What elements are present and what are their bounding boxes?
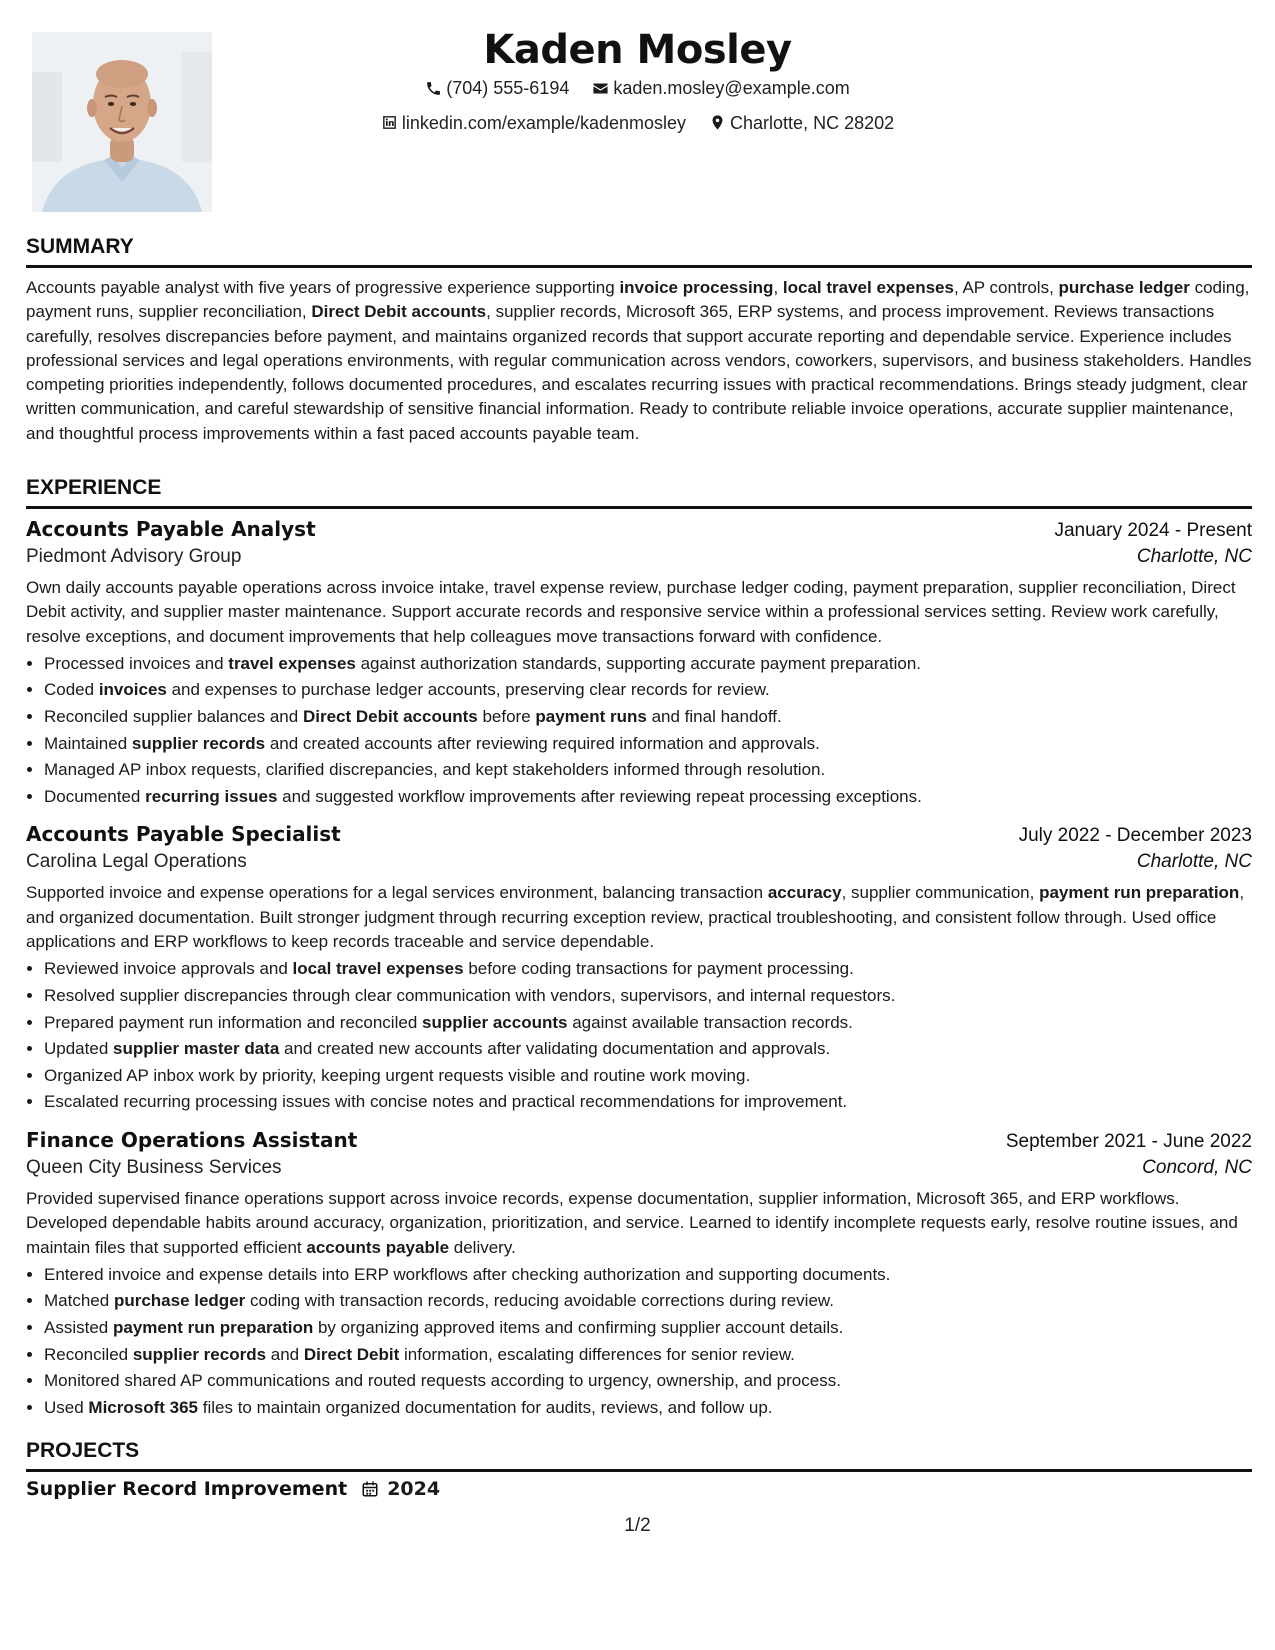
bold-keyword: Direct Debit accounts — [302, 707, 478, 727]
text-run: before — [477, 707, 536, 727]
bold-keyword: payment runs — [535, 707, 647, 727]
text-run: Reviewed invoice approvals and — [44, 959, 293, 979]
linkedin-text: linkedin.com/example/kadenmosley — [401, 112, 687, 133]
map-pin-icon — [709, 114, 726, 131]
text-run: Assisted — [44, 1317, 113, 1337]
phone-icon — [425, 80, 442, 97]
text-run: Entered invoice and expense details into ERP workflows after checking authorization and supporting documents. — [44, 1264, 891, 1284]
text-run: Own daily accounts payable operations across invoice intake, travel expense review, purchase ledger coding, payment preparation, supplier reconciliation, Direct Debit activity, and supplier master maintenance. Support accurate records and responsive service within a professional services setting. Review work carefully, resolve exceptions, and document improvements that help colleagues move transactions forward with confidence. — [26, 578, 1236, 646]
bullet-item — [44, 1036, 1252, 1063]
text-run: and created new accounts after validating documentation and approvals. — [279, 1039, 831, 1059]
job-dates: July 2022 - December 2023 — [1018, 825, 1252, 847]
job-company-row — [26, 851, 1252, 873]
job-bullets — [26, 1262, 1252, 1422]
job-location: Charlotte, NC — [1136, 851, 1252, 873]
project-title: Supplier Record Improvement — [26, 1478, 348, 1500]
text-run: Resolved supplier discrepancies through clear communication with vendors, supervisors, and internal requestors. — [44, 985, 896, 1005]
text-run: , supplier communication, — [841, 883, 1040, 903]
bold-keyword: accuracy — [767, 883, 842, 903]
bold-keyword: invoices — [98, 680, 167, 700]
job-entry — [26, 1128, 1252, 1421]
text-run: , supplier records, Microsoft 365, ERP systems, and process improvement. Reviews transactions carefully, resolves discrepancies before payment, and maintains organized records that support accurate reporting and dependable service. Experience includes professional services and legal operations environments, with regular communication across vendors, coworkers, supervisors, and business stakeholders. Handles competing priorities independently, follows documented procedures, and escalates recurring issues with practical recommendations. Brings steady judgment, clear written communication, and careful stewardship of sensitive financial information. Ready to contribute reliable invoice operations, accurate supplier maintenance, and thoughtful process improvements within a fast paced accounts payable team. — [26, 302, 1252, 443]
contact-line-1 — [0, 72, 1275, 107]
section-title: SUMMARY — [26, 234, 1252, 268]
job-entry — [26, 822, 1252, 1115]
bold-keyword: supplier records — [131, 733, 266, 753]
bullet-item — [44, 1089, 1252, 1116]
job-entry — [26, 517, 1252, 810]
bold-keyword: supplier accounts — [422, 1012, 568, 1032]
email-contact[interactable] — [592, 72, 849, 104]
bullet-item — [44, 1315, 1252, 1342]
text-run: against authorization standards, supporting accurate payment preparation. — [355, 653, 922, 673]
bullet-item — [44, 1342, 1252, 1369]
text-run: and expenses to purchase ledger accounts, preserving clear records for review. — [166, 680, 770, 700]
bullet-item — [44, 1395, 1252, 1422]
bold-keyword: supplier records — [132, 1344, 267, 1364]
text-run: Provided supervised finance operations support across invoice records, expense documentation, supplier information, Microsoft 365, and ERP workflows. Developed dependable habits around accuracy, organization, prioritization, and service. Learned to identify incomplete requests early, resolve routine issues, and maintain files that supported efficient — [26, 1188, 1238, 1257]
job-location: Concord, NC — [1142, 1156, 1252, 1178]
job-bullets — [26, 651, 1252, 811]
envelope-icon — [592, 80, 609, 97]
text-run: Organized AP inbox work by priority, keeping urgent requests visible and routine work moving. — [44, 1065, 751, 1085]
phone-contact[interactable] — [425, 72, 569, 104]
job-title: Finance Operations Assistant — [26, 1127, 358, 1152]
text-run: Escalated recurring processing issues with concise notes and practical recommendations for improvement. — [44, 1092, 848, 1112]
bullet-item — [44, 677, 1252, 704]
text-run: against available transaction records. — [567, 1012, 853, 1032]
text-run: Reconciled — [44, 1344, 133, 1364]
section-title: EXPERIENCE — [26, 475, 1252, 509]
bold-keyword: local travel expenses — [782, 278, 954, 297]
linkedin-contact[interactable] — [381, 107, 686, 139]
bullet-item — [44, 1063, 1252, 1090]
job-company-row — [26, 1157, 1252, 1179]
bold-keyword: invoice processing — [619, 278, 774, 297]
job-title-row — [26, 517, 1252, 542]
text-run: Reconciled supplier balances and — [44, 707, 303, 727]
text-run: information, escalating differences for senior review. — [399, 1344, 795, 1364]
job-description — [26, 576, 1252, 649]
bullet-item — [44, 757, 1252, 784]
section-title: PROJECTS — [26, 1438, 1252, 1472]
text-run: , AP controls, — [953, 278, 1059, 297]
bold-keyword: Direct Debit accounts — [311, 302, 487, 322]
location-text: Charlotte, NC 28202 — [730, 112, 895, 133]
text-run: coding, payment runs, supplier reconciliation, — [26, 278, 1250, 322]
contact-line-2 — [0, 107, 1275, 142]
text-run: coding with transaction records, reducing avoidable corrections during review. — [245, 1291, 834, 1311]
bold-keyword: payment run preparation — [1039, 883, 1240, 903]
text-run: Accounts payable analyst with five years of progressive experience supporting — [26, 278, 620, 297]
job-location: Charlotte, NC — [1136, 546, 1252, 567]
summary-text — [26, 276, 1252, 446]
text-run: Updated — [44, 1039, 113, 1059]
bullet-item — [44, 1262, 1252, 1289]
bullet-item — [44, 1288, 1252, 1315]
text-run: by organizing approved items and confirming supplier account details. — [313, 1317, 844, 1337]
bold-keyword: accounts payable — [306, 1237, 450, 1257]
linkedin-icon — [381, 114, 398, 131]
phone-text: (704) 555-6194 — [446, 78, 570, 98]
summary-section — [26, 234, 1252, 446]
job-dates: September 2021 - June 2022 — [1005, 1130, 1252, 1152]
job-dates: January 2024 - Present — [1054, 520, 1252, 541]
bullet-item — [44, 1010, 1252, 1037]
text-run: Matched — [44, 1291, 114, 1311]
bold-keyword: Microsoft 365 — [88, 1397, 199, 1417]
text-run: Managed AP inbox requests, clarified discrepancies, and kept stakeholders informed through resolution. — [44, 760, 826, 780]
company-name: Piedmont Advisory Group — [26, 546, 242, 567]
bullet-item — [44, 1368, 1252, 1395]
job-title: Accounts Payable Analyst — [26, 517, 316, 541]
text-run: , — [773, 278, 783, 297]
bullet-item — [44, 704, 1252, 731]
projects-section — [26, 1438, 1252, 1500]
bold-keyword: payment run preparation — [112, 1317, 314, 1337]
company-name: Queen City Business Services — [26, 1156, 282, 1178]
experience-section — [26, 475, 1252, 1421]
text-run: Processed invoices and — [44, 653, 229, 673]
job-bullets — [26, 956, 1252, 1116]
bold-keyword: local travel expenses — [292, 959, 464, 979]
job-title-row — [26, 1128, 1252, 1153]
bold-keyword: supplier master data — [113, 1039, 280, 1059]
text-run: Prepared payment run information and reconciled — [44, 1012, 422, 1032]
resume-header — [0, 24, 1275, 141]
bold-keyword: Direct Debit — [303, 1344, 400, 1364]
bullet-item — [44, 651, 1252, 678]
bullet-item — [44, 784, 1252, 811]
job-list — [26, 517, 1252, 1421]
bold-keyword: travel expenses — [228, 653, 356, 673]
text-run: Supported invoice and expense operations for a legal services environment, balancing transaction — [26, 883, 768, 903]
job-description — [26, 881, 1252, 954]
job-company-row — [26, 546, 1252, 568]
text-run: Coded — [44, 680, 99, 700]
calendar-icon — [361, 1480, 379, 1498]
location-contact — [709, 107, 894, 139]
text-run: Used — [44, 1397, 89, 1417]
job-title: Accounts Payable Specialist — [26, 822, 341, 847]
text-run: and created accounts after reviewing required information and approvals. — [265, 733, 820, 753]
text-run: Documented — [44, 786, 146, 806]
bullet-item — [44, 956, 1252, 983]
text-run: , and organized documentation. Built stronger judgment through recurring exception review, practical troubleshooting, and consistent follow through. Used office applications and ERP workflows to keep records traceable and service dependable. — [26, 883, 1245, 952]
text-run: and final handoff. — [646, 707, 782, 727]
bold-keyword: purchase ledger — [113, 1291, 246, 1311]
text-run: and — [266, 1344, 304, 1364]
project-entry — [26, 1478, 1252, 1500]
text-run: files to maintain organized documentation for audits, reviews, and follow up. — [198, 1397, 773, 1417]
job-title-row — [26, 822, 1252, 847]
page-number: 1/2 — [624, 1515, 651, 1536]
bullet-item — [44, 731, 1252, 758]
text-run: before coding transactions for payment processing. — [463, 959, 854, 979]
bold-keyword: purchase ledger — [1058, 278, 1190, 297]
job-description — [26, 1187, 1252, 1260]
text-run: Maintained — [44, 733, 132, 753]
text-run: delivery. — [449, 1237, 516, 1257]
bullet-item — [44, 983, 1252, 1010]
project-year: 2024 — [387, 1478, 441, 1500]
bold-keyword: recurring issues — [145, 786, 278, 806]
text-run: and suggested workflow improvements after reviewing repeat processing exceptions. — [277, 786, 922, 806]
candidate-name: Kaden Mosley — [483, 27, 792, 73]
email-text: kaden.mosley@example.com — [613, 78, 850, 98]
company-name: Carolina Legal Operations — [26, 851, 247, 873]
text-run: Monitored shared AP communications and routed requests according to urgency, ownership, and process. — [44, 1371, 841, 1391]
